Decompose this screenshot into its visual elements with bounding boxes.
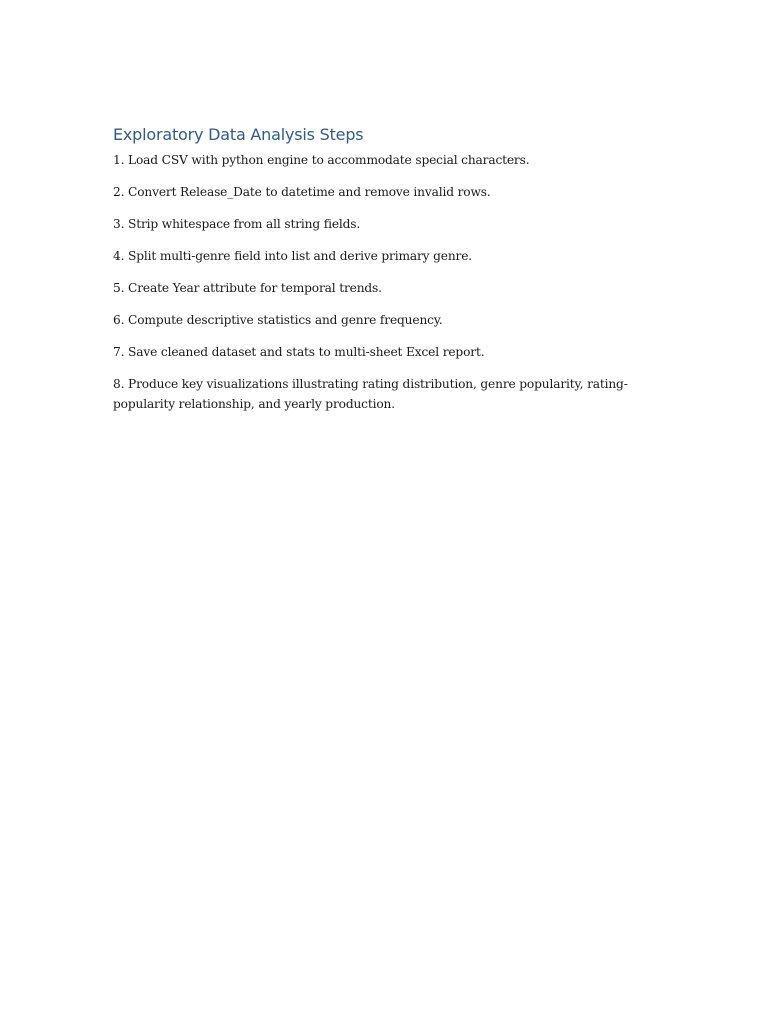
step-item: 5. Create Year attribute for temporal trends. <box>113 281 382 295</box>
step-item: 6. Compute descriptive statistics and genre frequency. <box>113 313 443 327</box>
step-item: 4. Split multi-genre field into list and derive primary genre. <box>113 249 472 263</box>
document-heading: Exploratory Data Analysis Steps <box>113 125 364 144</box>
step-item: 8. Produce key visualizations illustrating rating distribution, genre popularity, rating-popularity relationship, and yearly production. <box>113 377 628 411</box>
step-item: 7. Save cleaned dataset and stats to multi-sheet Excel report. <box>113 345 485 359</box>
document-body <box>113 124 633 426</box>
step-item: 1. Load CSV with python engine to accommodate special characters. <box>113 153 530 167</box>
steps-list <box>113 150 633 414</box>
step-item: 2. Convert Release_Date to datetime and remove invalid rows. <box>113 185 491 199</box>
step-item: 3. Strip whitespace from all string fields. <box>113 217 361 231</box>
